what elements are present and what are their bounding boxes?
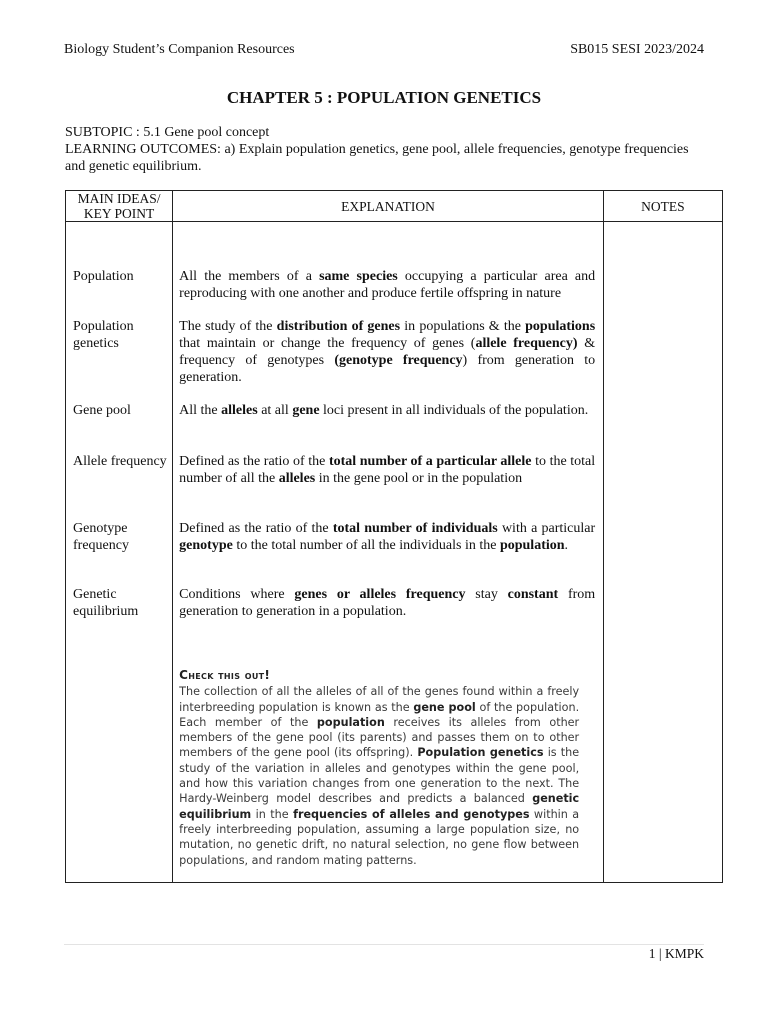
explanation-bold-text: alleles xyxy=(221,403,258,418)
explanation-list xyxy=(173,222,603,882)
explanation-bold-text: total number of a particular allele xyxy=(328,454,532,469)
table-body-row xyxy=(66,222,723,883)
explanation-bold-text: (genotype frequency xyxy=(334,353,463,368)
explanation-text: Defined as the ratio of the total number of a particular allele to the total number of all the alleles in the gene pool or in the population xyxy=(179,454,596,486)
terms-column xyxy=(66,222,173,883)
page-number: 1 | KMPK xyxy=(648,946,704,961)
check-heading: Check this out! xyxy=(179,668,271,682)
key-point-term: Gene pool xyxy=(73,403,131,418)
key-point-term: Allele frequency xyxy=(73,454,167,469)
explanation-bold-text: genes or alleles frequency xyxy=(294,587,466,602)
key-point-term: Population xyxy=(73,269,134,284)
explanation-text: All the members of a same species occupying a particular area and reproducing with one another and produce fertile offspring in nature xyxy=(179,269,596,301)
explanation-bold-text: genotype xyxy=(179,538,233,553)
explanation-bold-text: allele frequency) xyxy=(475,336,578,351)
learning-outcomes: LEARNING OUTCOMES: a) Explain population genetics, gene pool, allele frequencies, genotype frequencies and genetic equilibrium. xyxy=(65,142,689,174)
header-main-ideas: MAIN IDEAS/ KEY POINT xyxy=(66,191,173,222)
key-point-term: Population genetics xyxy=(73,319,134,351)
check-bold-text: gene pool xyxy=(413,700,476,714)
table-header-row xyxy=(66,191,723,222)
check-bold-text: Population genetics xyxy=(417,746,544,760)
explanation-bold-text: total number of individuals xyxy=(332,521,498,536)
check-bold-text: genetic equilibrium xyxy=(179,792,580,821)
explanation-text: All the alleles at all gene loci present in all individuals of the population. xyxy=(179,403,589,418)
concept-table xyxy=(65,190,723,883)
notes-column xyxy=(603,222,722,883)
explanation-text: Conditions where genes or alleles frequency stay constant from generation to generation in a population. xyxy=(179,587,596,619)
subtopic: SUBTOPIC : 5.1 Gene pool concept xyxy=(65,125,270,140)
key-point-term: Genotype frequency xyxy=(73,521,129,553)
explanation-bold-text: alleles xyxy=(278,471,316,486)
header-source: Biology Student’s Companion Resources xyxy=(64,42,295,57)
explanation-bold-text: population xyxy=(499,538,565,553)
explanation-bold-text: populations xyxy=(525,319,596,334)
chapter-title: CHAPTER 5 : POPULATION GENETICS xyxy=(226,88,542,107)
header-explanation: EXPLANATION xyxy=(173,191,604,222)
explanation-bold-text: gene xyxy=(292,403,320,418)
explanation-text: Defined as the ratio of the total number of individuals with a particular genotype to the total number of all the individuals in the population. xyxy=(179,521,596,553)
header-session: SB015 SESI 2023/2024 xyxy=(570,42,704,57)
check-bold-text: population xyxy=(316,715,385,729)
explanation-bold-text: same species xyxy=(319,269,398,284)
key-point-term: Genetic equilibrium xyxy=(73,587,139,619)
explanation-column xyxy=(173,222,604,883)
footer-divider xyxy=(64,944,704,945)
check-bold-text: frequencies of alleles and genotypes xyxy=(293,807,530,821)
check-this-out-box xyxy=(179,668,579,868)
intro-block xyxy=(65,124,705,175)
explanation-bold-text: constant xyxy=(507,587,559,602)
explanation-bold-text: distribution of genes xyxy=(276,319,401,334)
explanation-text: The study of the distribution of genes in populations & the populations that maintain or change the frequency of genes (allele frequency) & frequency of genotypes (genotype frequency) from generation to generation. xyxy=(179,319,596,385)
terms-list xyxy=(66,222,172,882)
header-notes: NOTES xyxy=(603,191,722,222)
check-body: The collection of all the alleles of all of the genes found within a freely interbreeding population is known as the gene pool of the population. Each member of the population receives its alleles from other members of the gene pool (its parents) and passes them on to other members of the gene pool (its offspring). Population genetics is the study of the variation in alleles and genotypes within the gene pool, and how this variation changes from one generation to the next. The Hardy-Weinberg model describes and predicts a balanced genetic equilibrium in the frequencies of alleles and genotypes within a freely interbreeding population, assuming a large population size, no mutation, no genetic drift, no natural selection, no gene flow between populations, and random mating patterns. xyxy=(179,685,580,867)
